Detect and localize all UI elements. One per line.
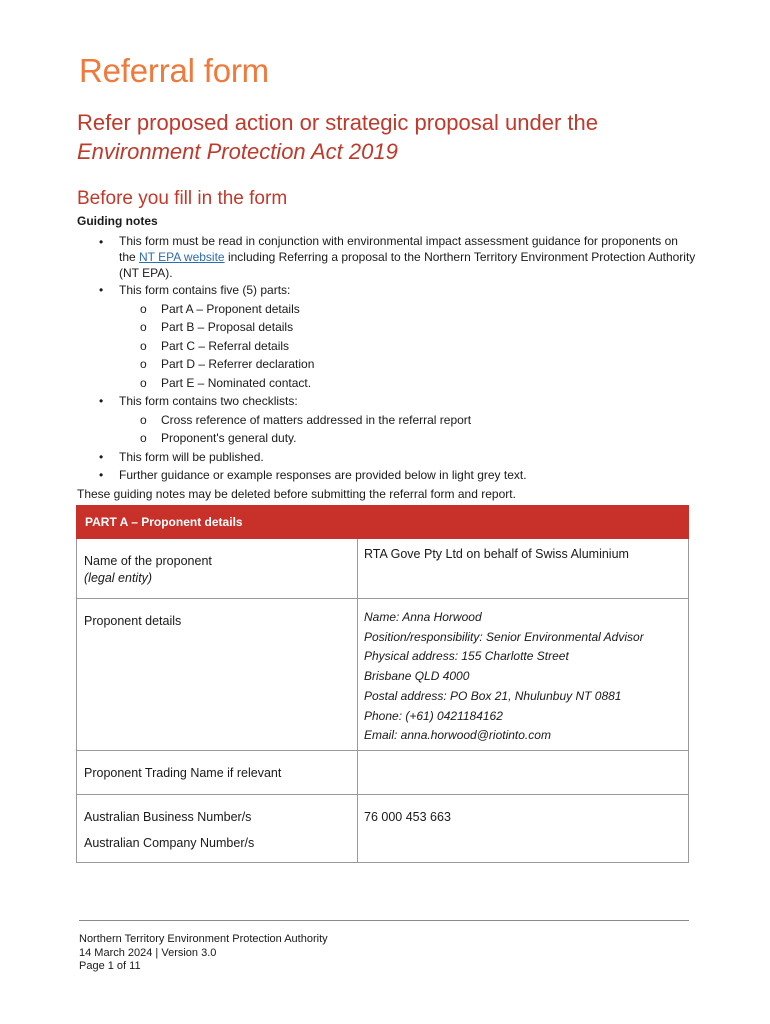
list-item-text: Part A – Proponent details xyxy=(161,301,300,316)
text-segment: This form must be read in conjunction with environmental impact assessment guidance for proponents on the xyxy=(119,234,678,264)
bullet-icon: • xyxy=(99,449,104,464)
footer-page-number: Page 1 of 11 xyxy=(79,960,141,972)
proponent-details-label: Proponent details xyxy=(84,614,182,628)
list-item-text xyxy=(119,233,697,281)
table-cell xyxy=(77,795,358,863)
list-item xyxy=(77,392,697,448)
table-row xyxy=(77,751,689,795)
sub-bullet-icon: o xyxy=(140,338,147,353)
bullet-icon: • xyxy=(99,394,104,408)
document-subtitle xyxy=(77,108,717,166)
list-item xyxy=(77,281,697,392)
detail-line: Email: anna.horwood@riotinto.com xyxy=(364,728,551,743)
sub-bullet-icon: o xyxy=(140,375,147,390)
list-item-text: Part C – Referral details xyxy=(161,338,290,353)
list-item-text: This form contains five (5) parts: xyxy=(119,283,291,297)
detail-line: Physical address: 155 Charlotte Street xyxy=(364,649,569,664)
acn-label: Australian Company Number/s xyxy=(84,836,255,850)
list-item-text: Part D – Referrer declaration xyxy=(161,357,315,371)
list-item xyxy=(77,466,697,485)
section-heading: Before you fill in the form xyxy=(77,188,288,209)
document-title: Referral form xyxy=(79,52,269,89)
list-item xyxy=(77,448,697,467)
footer-org: Northern Territory Environment Protection Authority xyxy=(79,933,328,945)
list-item xyxy=(119,355,697,374)
table-cell xyxy=(358,795,689,863)
nt-epa-website-link[interactable]: NT EPA website xyxy=(139,250,225,264)
table-row xyxy=(77,539,689,599)
sub-bullet-icon: o xyxy=(140,357,147,371)
page-footer xyxy=(79,933,328,974)
proponent-details-value xyxy=(358,599,688,746)
sub-bullet-icon: o xyxy=(140,412,147,427)
footer-divider xyxy=(79,920,689,921)
list-item xyxy=(119,337,697,356)
table-row xyxy=(77,599,689,751)
table-cell xyxy=(358,599,689,751)
list-item xyxy=(119,318,697,337)
bullet-icon: • xyxy=(99,468,104,482)
list-item xyxy=(119,429,697,448)
subtitle-line: Refer proposed action or strategic proposal under the xyxy=(77,110,598,135)
sub-bullet-icon: o xyxy=(140,301,147,316)
list-item xyxy=(119,300,697,319)
table-cell xyxy=(358,539,689,599)
act-name: Environment Protection Act 2019 xyxy=(77,139,398,164)
list-item xyxy=(77,233,697,281)
table-cell xyxy=(77,539,358,599)
footer-date-version: 14 March 2024 | Version 3.0 xyxy=(79,946,217,959)
proponent-name-value: RTA Gove Pty Ltd on behalf of Swiss Aluminium xyxy=(364,547,629,561)
list-item-text: Further guidance or example responses are provided below in light grey text. xyxy=(119,468,527,482)
bullet-icon: • xyxy=(99,235,104,249)
list-item-text: Part B – Proposal details xyxy=(161,320,294,334)
detail-line: Phone: (+61) 0421184162 xyxy=(364,708,503,723)
part-a-header: PART A – Proponent details xyxy=(77,506,689,539)
list-item-text: This form contains two checklists: xyxy=(119,394,298,408)
trading-name-label: Proponent Trading Name if relevant xyxy=(84,766,282,780)
closing-note: These guiding notes may be deleted before submitting the referral form and report. xyxy=(77,487,516,501)
list-item xyxy=(119,374,697,393)
abn-value: 76 000 453 663 xyxy=(364,810,451,824)
part-a-table xyxy=(76,505,689,863)
sub-bullet-icon: o xyxy=(140,320,147,334)
trading-name-value xyxy=(358,751,688,758)
table-row xyxy=(77,795,689,863)
list-item-text: Cross reference of matters addressed in the referral report xyxy=(161,412,472,427)
proponent-name-label xyxy=(77,539,357,587)
table-cell xyxy=(358,751,689,795)
detail-line: Brisbane QLD 4000 xyxy=(364,669,470,684)
list-item xyxy=(119,411,697,430)
table-cell xyxy=(77,751,358,795)
list-item-text: Proponent's general duty. xyxy=(161,431,297,445)
bullet-icon: • xyxy=(99,283,104,297)
table-cell xyxy=(77,599,358,751)
abn-label: Australian Business Number/s xyxy=(84,810,252,824)
detail-line: Position/responsibility: Senior Environmental Advisor xyxy=(364,629,644,644)
abn-acn-label xyxy=(77,795,357,852)
detail-line: Name: Anna Horwood xyxy=(364,610,482,624)
label-subtext: (legal entity) xyxy=(84,571,153,585)
guiding-notes-list xyxy=(77,233,697,485)
guiding-notes-heading: Guiding notes xyxy=(77,214,158,228)
list-item-text: This form will be published. xyxy=(119,449,264,464)
list-item-text: Part E – Nominated contact. xyxy=(161,375,312,390)
sub-bullet-icon: o xyxy=(140,431,147,445)
detail-line: Postal address: PO Box 21, Nhulunbuy NT 0881 xyxy=(364,688,622,703)
text-segment: including Referring a proposal to the Northern Territory Environment Protection Authority (NT EPA). xyxy=(119,250,696,280)
label-text: Name of the proponent xyxy=(84,554,212,568)
